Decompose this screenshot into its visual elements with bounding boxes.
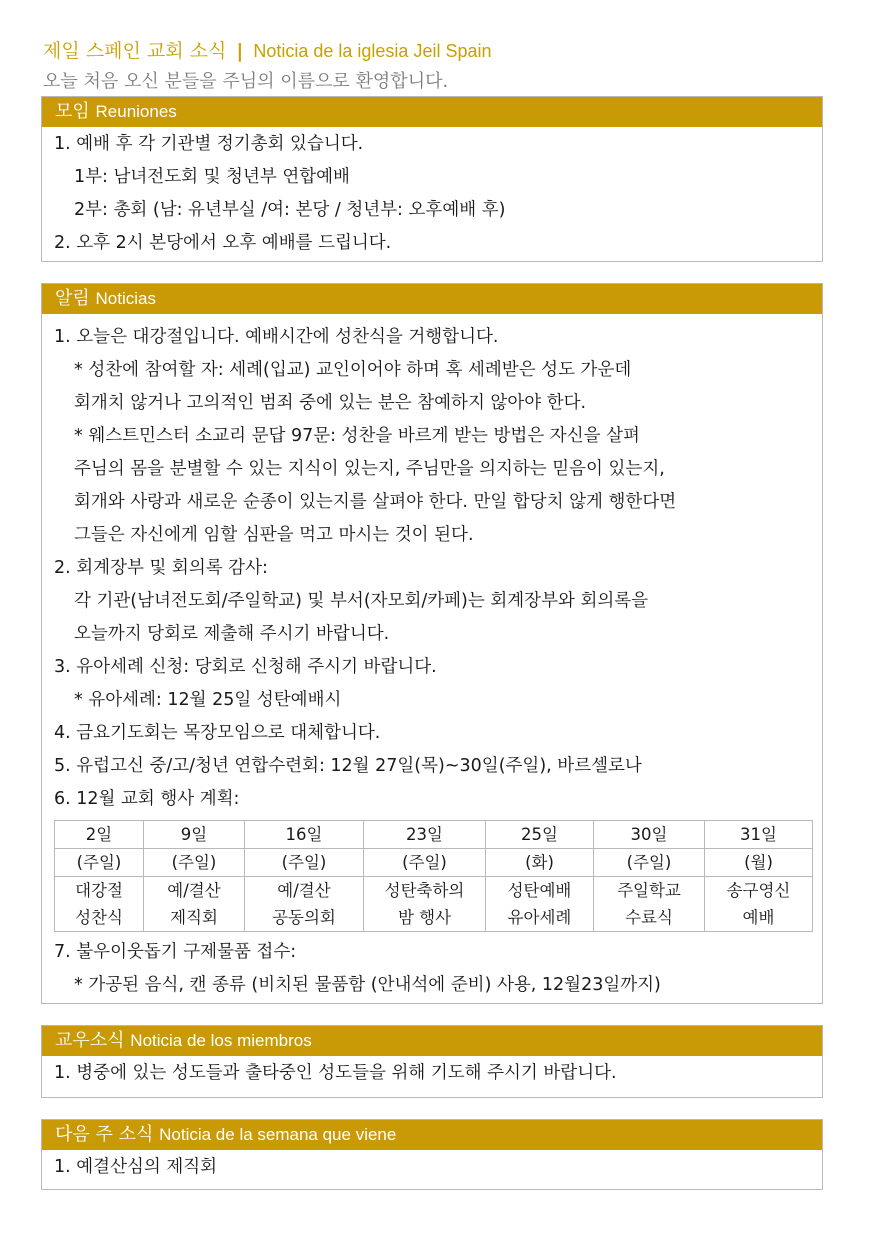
next-week-header-korean: 다음 주 소식 — [55, 1124, 154, 1145]
schedule-day: (주일) — [55, 849, 144, 877]
schedule-event-line: 예/결산 — [167, 881, 221, 900]
schedule-date: 9일 — [144, 821, 245, 849]
title-separator: | — [236, 40, 244, 62]
meetings-header-spanish: Reuniones — [95, 102, 177, 121]
schedule-event — [245, 877, 364, 932]
december-schedule-table — [54, 820, 813, 932]
schedule-day: (주일) — [144, 849, 245, 877]
schedule-day: (주일) — [245, 849, 364, 877]
notice-line: * 성찬에 참여할 자: 세례(입교) 교인이어야 하며 혹 세례받은 성도 가운데 — [74, 360, 632, 380]
schedule-event-line: 주일학교 — [617, 881, 681, 900]
notices-body — [42, 314, 822, 1002]
schedule-event — [144, 877, 245, 932]
members-body — [42, 1056, 822, 1090]
title-korean: 제일 스페인 교회 소식 — [43, 40, 227, 62]
schedule-date: 23일 — [364, 821, 486, 849]
schedule-date: 30일 — [594, 821, 705, 849]
meetings-line: 1부: 남녀전도회 및 청년부 연합예배 — [74, 167, 350, 187]
schedule-day: (주일) — [594, 849, 705, 877]
notice-line: 6. 12월 교회 행사 계획: — [54, 789, 240, 809]
meetings-line: 1. 예배 후 각 기관별 정기총회 있습니다. — [54, 134, 364, 154]
schedule-event-line: 성탄축하의 — [384, 881, 465, 900]
title-spanish: Noticia de la iglesia Jeil Spain — [253, 41, 492, 61]
schedule-day: (월) — [705, 849, 813, 877]
members-line: 1. 병중에 있는 성도들과 출타중인 성도들을 위해 기도해 주시기 바랍니다. — [54, 1063, 617, 1083]
next-week-line: 1. 예결산심의 제직회 — [54, 1157, 218, 1177]
members-header — [42, 1026, 822, 1056]
notice-line: 그들은 자신에게 임할 심판을 먹고 마시는 것이 된다. — [74, 525, 474, 545]
next-week-body — [42, 1150, 822, 1184]
schedule-day-row — [55, 849, 813, 877]
notice-line: 4. 금요기도회는 목장모임으로 대체합니다. — [54, 723, 381, 743]
schedule-event-line: 밤 행사 — [397, 908, 452, 927]
schedule-event — [55, 877, 144, 932]
schedule-date-row — [55, 821, 813, 849]
notices-header-spanish: Noticias — [95, 289, 156, 308]
meetings-line: 2. 오후 2시 본당에서 오후 예배를 드립니다. — [54, 233, 392, 253]
meetings-header — [42, 97, 822, 127]
notice-line: 각 기관(남녀전도회/주일학교) 및 부서(자모회/카페)는 회계장부와 회의록을 — [74, 591, 649, 611]
next-week-header — [42, 1120, 822, 1150]
notice-line: 오늘까지 당회로 제출해 주시기 바랍니다. — [74, 624, 390, 644]
schedule-event — [594, 877, 705, 932]
notice-line: 주님의 몸을 분별할 수 있는 지식이 있는지, 주님만을 의지하는 믿음이 있는지, — [74, 459, 665, 479]
notice-line: 5. 유럽고신 중/고/청년 연합수련회: 12월 27일(목)~30일(주일), 바르셀로나 — [54, 756, 642, 776]
notice-line: 7. 불우이웃돕기 구제물품 접수: — [54, 942, 297, 962]
notices-section — [41, 283, 823, 1004]
schedule-event-line: 유아세례 — [507, 908, 572, 927]
notice-line: * 유아세례: 12월 25일 성탄예배시 — [74, 690, 342, 710]
schedule-day: (화) — [486, 849, 594, 877]
schedule-event-row — [55, 877, 813, 932]
schedule-event-line: 성찬식 — [75, 908, 123, 927]
next-week-header-spanish: Noticia de la semana que viene — [159, 1125, 397, 1144]
schedule-event — [364, 877, 486, 932]
notice-line: * 웨스트민스터 소교리 문답 97문: 성찬을 바르게 받는 방법은 자신을 살펴 — [74, 426, 640, 446]
schedule-event-line: 수료식 — [625, 908, 673, 927]
notice-line: 회개와 사랑과 새로운 순종이 있는지를 살펴야 한다. 만일 합당치 않게 행한다면 — [74, 492, 677, 512]
members-section — [41, 1025, 823, 1098]
notice-line: 3. 유아세례 신청: 당회로 신청해 주시기 바랍니다. — [54, 657, 437, 677]
notice-line: 1. 오늘은 대강절입니다. 예배시간에 성찬식을 거행합니다. — [54, 327, 499, 347]
schedule-date: 31일 — [705, 821, 813, 849]
meetings-line: 2부: 총회 (남: 유년부실 /여: 본당 / 청년부: 오후예배 후) — [74, 200, 506, 220]
notice-line: * 가공된 음식, 캔 종류 (비치된 물품함 (안내석에 준비) 사용, 12월23일까지) — [74, 975, 661, 995]
schedule-event — [705, 877, 813, 932]
notice-line: 회개치 않거나 고의적인 범죄 중에 있는 분은 참예하지 않아야 한다. — [74, 393, 587, 413]
schedule-event-line: 제직회 — [170, 908, 218, 927]
schedule-event-line: 예/결산 — [277, 881, 331, 900]
schedule-date: 25일 — [486, 821, 594, 849]
page-title — [43, 36, 492, 63]
schedule-event-line: 예배 — [742, 908, 775, 927]
schedule-event-line: 성탄예배 — [507, 881, 572, 900]
schedule-day: (주일) — [364, 849, 486, 877]
schedule-date: 16일 — [245, 821, 364, 849]
notices-header — [42, 284, 822, 314]
meetings-header-korean: 모임 — [55, 101, 90, 122]
schedule-event-line: 대강절 — [75, 881, 123, 900]
schedule-event — [486, 877, 594, 932]
members-header-korean: 교우소식 — [55, 1030, 125, 1051]
notice-line: 2. 회계장부 및 회의록 감사: — [54, 558, 268, 578]
meetings-section — [41, 96, 823, 262]
welcome-message: 오늘 처음 오신 분들을 주님의 이름으로 환영합니다. — [43, 71, 449, 92]
members-header-spanish: Noticia de los miembros — [130, 1031, 312, 1050]
schedule-event-line: 송구영신 — [726, 881, 791, 900]
notices-header-korean: 알림 — [55, 288, 90, 309]
schedule-event-line: 공동의회 — [272, 908, 336, 927]
next-week-section — [41, 1119, 823, 1190]
meetings-body — [42, 127, 822, 260]
schedule-date: 2일 — [55, 821, 144, 849]
